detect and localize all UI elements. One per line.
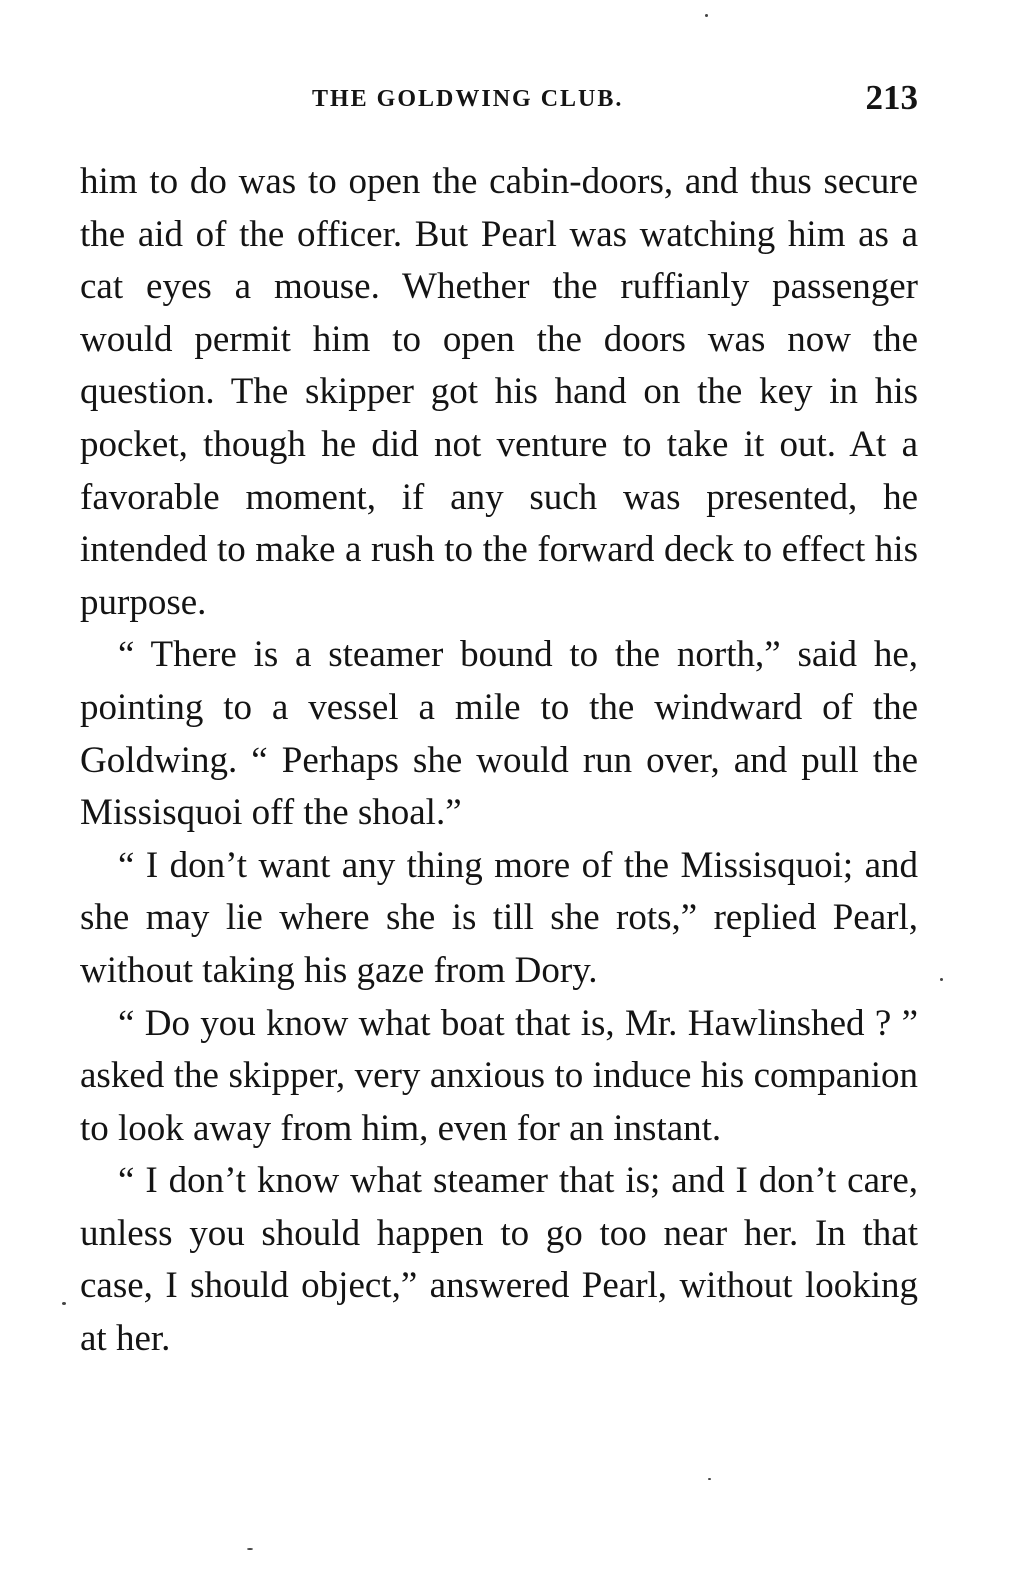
print-speck — [708, 1478, 711, 1480]
paragraph-2: “ There is a steamer bound to the north,” said he, pointing to a vessel a mile to the windward of the Goldwing. “ Perhaps she would run over, and pull the Missisquoi off the shoal.” — [80, 634, 918, 834]
running-title: THE GOLDWING CLUB. — [312, 86, 624, 112]
print-speck — [705, 14, 708, 17]
paragraph-3: “ I don’t want any thing more of the Missisquoi; and she may lie where she is till she rots,” replied Pearl, without taking his gaze from Dory. — [80, 844, 918, 991]
print-speck — [247, 1548, 253, 1550]
paragraph-1: him to do was to open the cabin-doors, and thus secure the aid of the officer. But Pearl was watching him as a cat eyes a mouse. Whether the ruffianly passenger would permit him to open the doors was now the question. The skipper got his hand on the key in his pocket, though he did not venture to take it out. At a favorable moment, if any such was presented, he intended to make a rush to the forward deck to effect his purpose. — [80, 161, 918, 623]
page-number: 213 — [865, 78, 918, 117]
body-text — [80, 156, 918, 1366]
print-speck — [62, 1302, 66, 1305]
paragraph-4: “ Do you know what boat that is, Mr. Hawlinshed ? ” asked the skipper, very anxious to induce his companion to look away from him, even for an instant. — [80, 1002, 918, 1149]
running-head — [80, 78, 918, 118]
print-speck — [940, 978, 943, 981]
paragraph-5: “ I don’t know what steamer that is; and I don’t care, unless you should happen to go too near her. In that case, I should object,” answered Pearl, without looking at her. — [80, 1160, 918, 1360]
